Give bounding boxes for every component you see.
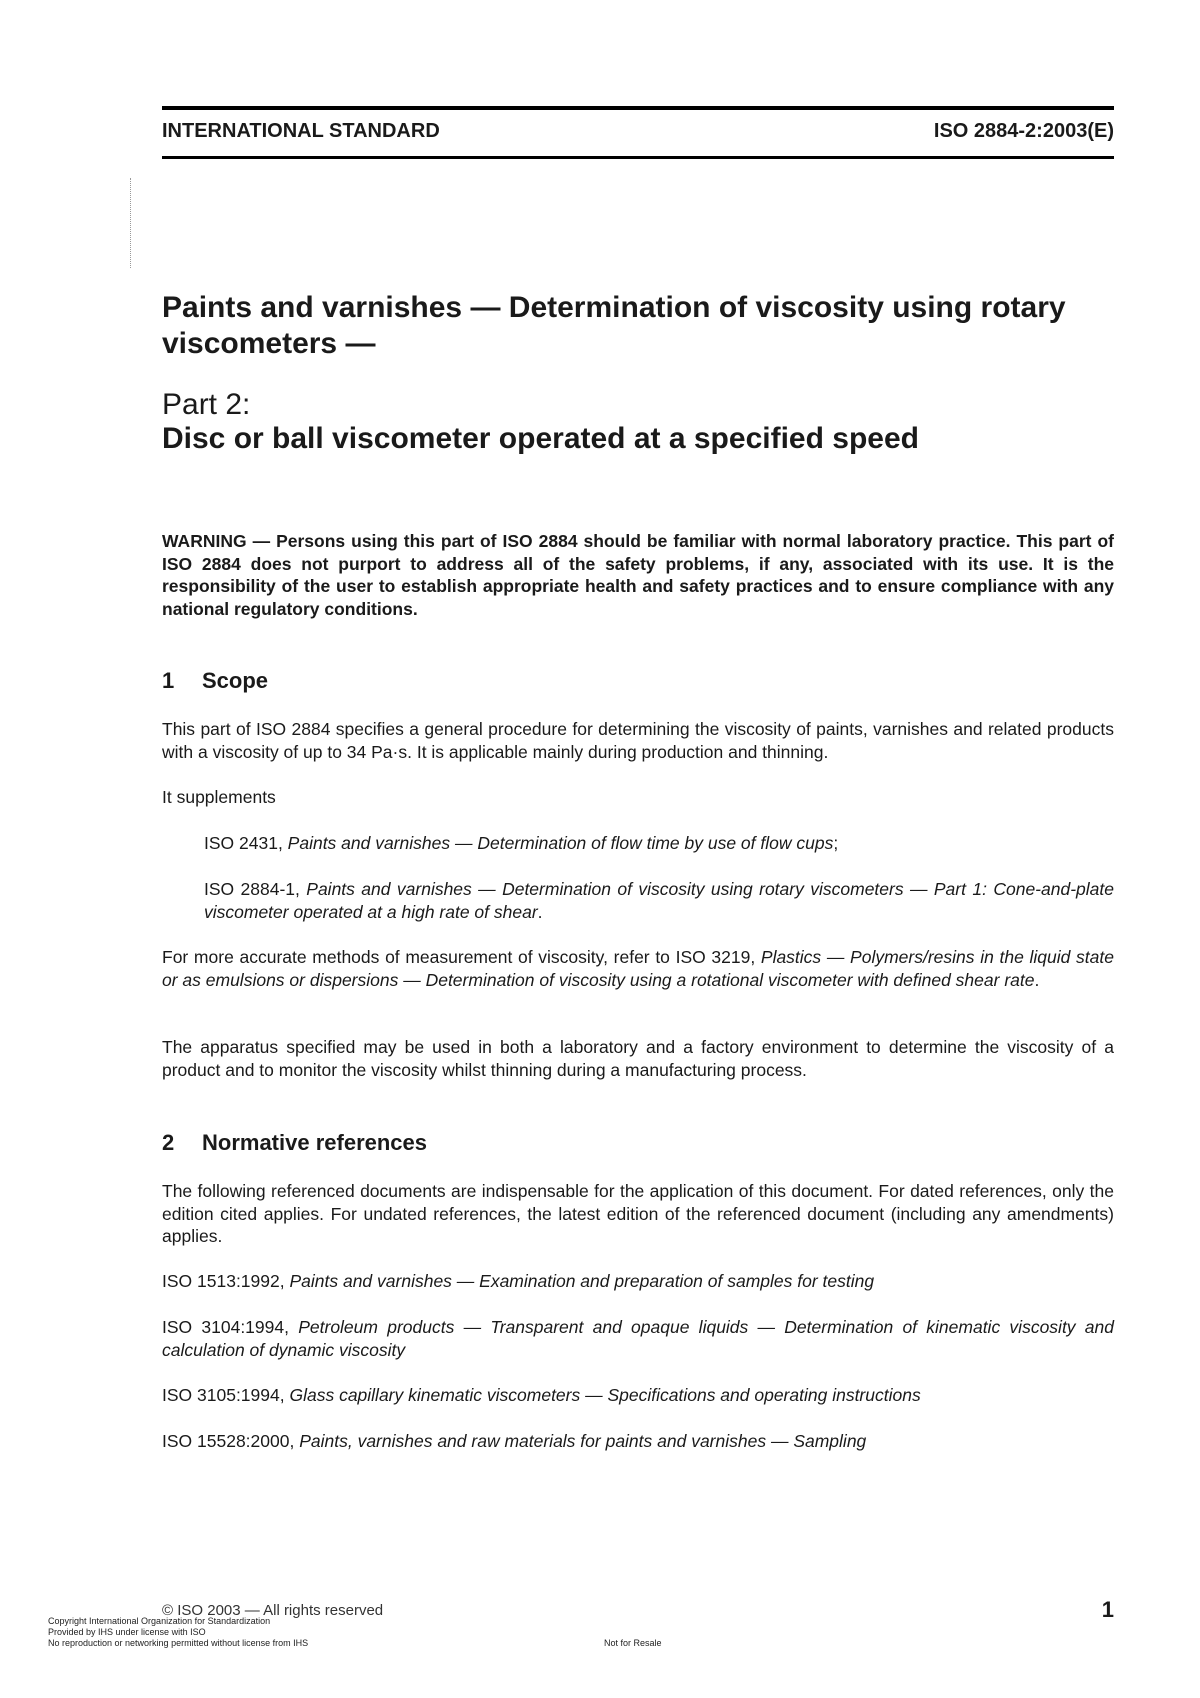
- title-line-1: Paints and varnishes — Determination of viscosity using rotary: [162, 291, 1066, 324]
- ref-end: .: [537, 901, 543, 922]
- ref-title: Paints and varnishes — Determination of viscosity using rotary viscometers — Part 1: Cone-and-plate viscometer operated at a high rate of shear: [204, 879, 1114, 922]
- license-line-3: No reproduction or networking permitted without license from IHS: [48, 1638, 309, 1648]
- normative-ref: [162, 1430, 1114, 1453]
- ref-title: Paints and varnishes — Examination and preparation of samples for testing: [289, 1271, 875, 1291]
- license-line-1: Copyright International Organization for Standardization: [48, 1616, 271, 1626]
- scope-p3-text: For more accurate methods of measurement of viscosity, refer to ISO 3219,: [162, 947, 761, 967]
- normative-ref: [162, 1316, 1114, 1361]
- ref-title: Petroleum products — Transparent and opaque liquids — Determination of kinematic viscosity and calculation of dynamic viscosity: [162, 1317, 1114, 1360]
- ref-title: Paints and varnishes — Determination of flow time by use of flow cups: [287, 833, 834, 853]
- scan-artifact: [130, 178, 133, 268]
- license-line-2: Provided by IHS under license with ISO: [48, 1627, 206, 1637]
- part-title: Disc or ball viscometer operated at a specified speed: [162, 422, 919, 455]
- normative-ref: [162, 1270, 1114, 1293]
- ref-code: ISO 15528:2000,: [162, 1431, 300, 1451]
- normative-ref: [162, 1384, 1114, 1407]
- not-for-resale: Not for Resale: [604, 1638, 662, 1648]
- scope-paragraph-1: This part of ISO 2884 specifies a general procedure for determining the viscosity of paints, varnishes and related products with a viscosity of up to 34 Pa·s. It is applicable mainly during production and thinning.: [162, 719, 1114, 762]
- normative-intro: The following referenced documents are indispensable for the application of this document. For dated references, only the edition cited applies. For undated references, the latest edition of the referenced document (including any amendments) applies.: [162, 1181, 1114, 1246]
- document-title: [162, 290, 1114, 362]
- part-label: Part 2:: [162, 388, 251, 421]
- section-1-number: 1: [162, 668, 175, 693]
- ref-code: ISO 2431,: [204, 833, 288, 853]
- scope-p3-end: .: [1034, 969, 1040, 990]
- section-1-heading: [162, 668, 268, 694]
- ref-code: ISO 3105:1994,: [162, 1385, 290, 1405]
- section-2-number: 2: [162, 1130, 175, 1155]
- ref-title: Glass capillary kinematic viscometers — Specifications and operating instructions: [289, 1385, 921, 1405]
- scope-p3-title: Plastics — Polymers/resins in the liquid state or as emulsions or dispersions — Determination of viscosity using a rotational viscometer with defined shear rate: [162, 947, 1114, 990]
- section-1-title: Scope: [202, 668, 269, 693]
- footer-copyright: © ISO 2003 — All rights reserved: [162, 1602, 384, 1619]
- section-2-heading: [162, 1130, 427, 1156]
- title-line-2: viscometers —: [162, 327, 376, 360]
- document-header: [162, 120, 1114, 143]
- page-number: 1: [1101, 1597, 1114, 1622]
- supplement-ref-2: [204, 878, 1114, 923]
- scope-paragraph-4: The apparatus specified may be used in both a laboratory and a factory environment to determine the viscosity of a product and to monitor the viscosity whilst thinning during a manufacturing process.: [162, 1037, 1114, 1080]
- ref-code: ISO 1513:1992,: [162, 1271, 290, 1291]
- license-notice: [48, 1616, 308, 1649]
- section-2-title: Normative references: [202, 1130, 428, 1155]
- ref-code: ISO 2884-1,: [204, 879, 307, 899]
- ref-end: ;: [833, 833, 839, 853]
- header-standard-type: INTERNATIONAL STANDARD: [162, 120, 440, 142]
- scope-paragraph-2: It supplements: [162, 787, 276, 807]
- warning-notice: WARNING — Persons using this part of ISO 2884 should be familiar with normal laboratory practice. This part of ISO 2884 does not purport to address all of the safety problems, if any, associated with its use. It is the responsibility of the user to establish appropriate health and safety practices and to ensure compliance with any national regulatory conditions.: [162, 531, 1114, 619]
- ref-title: Paints, varnishes and raw materials for paints and varnishes — Sampling: [299, 1431, 867, 1451]
- header-top-rule: [162, 106, 1114, 110]
- header-bottom-rule: [162, 156, 1114, 159]
- header-standard-number: ISO 2884-2:2003(E): [933, 120, 1114, 142]
- supplement-ref-1: [204, 832, 1114, 855]
- ref-code: ISO 3104:1994,: [162, 1317, 299, 1337]
- scope-paragraph-3: [162, 946, 1114, 991]
